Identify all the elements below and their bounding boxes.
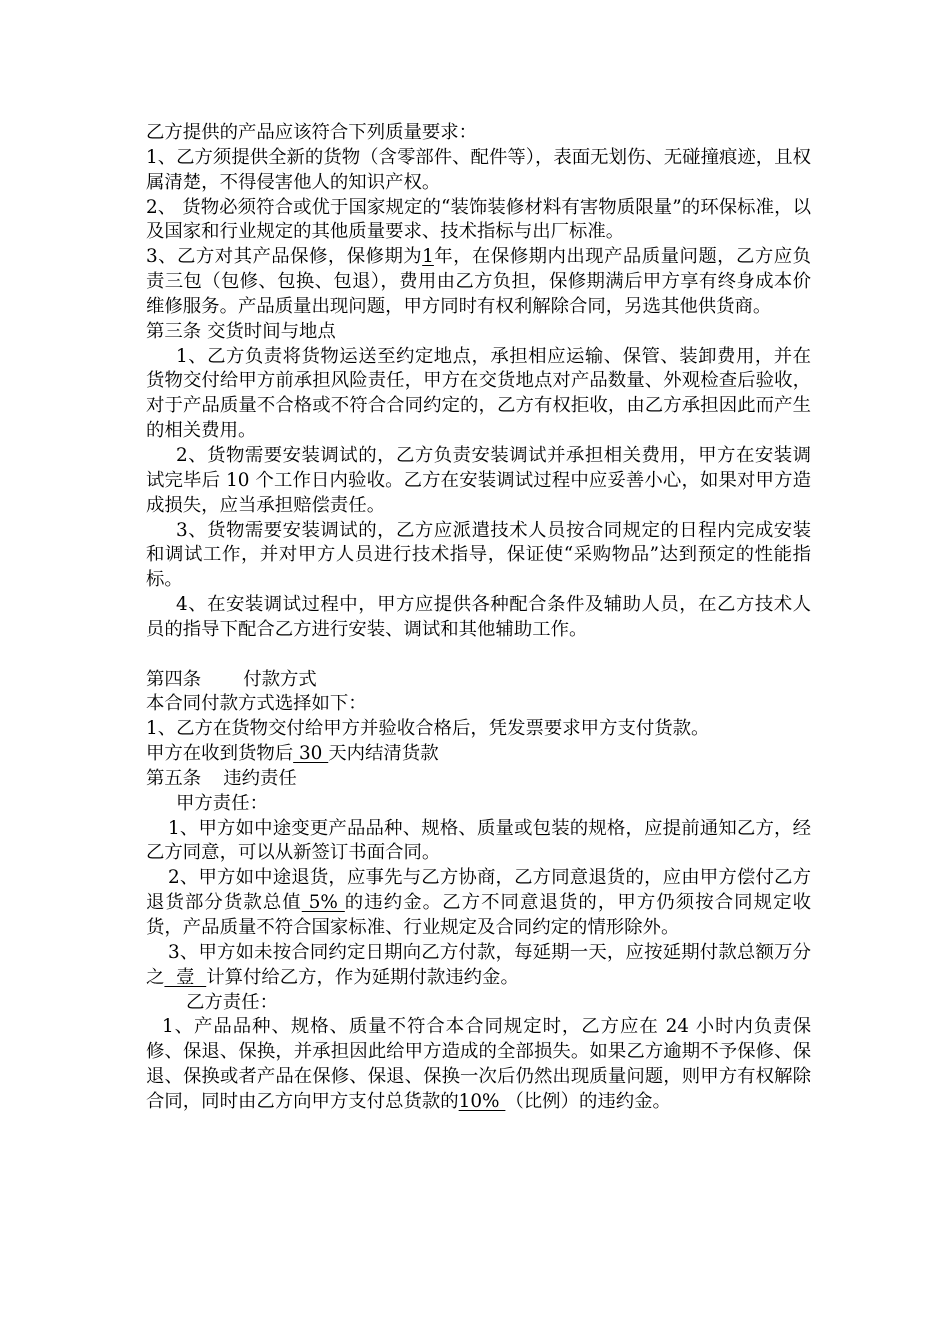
article-4-number: 第四条: [146, 668, 202, 690]
blank-line: [146, 643, 811, 668]
payment-days-pre: 甲方在收到货物后: [146, 743, 294, 765]
total-penalty-rate: 10%: [458, 1090, 506, 1112]
quality-item-1: 1、乙方须提供全新的货物（含零部件、配件等），表面无划伤、无碰撞痕迹，且权属清楚，不得侵害他人的知识产权。: [146, 146, 811, 193]
party-a-item-2: [146, 866, 811, 941]
payment-days-post: 天内结清货款: [328, 743, 439, 765]
party-a-item-1: 1、甲方如中途变更产品品种、规格、质量或包装的规格，应提前通知乙方，经乙方同意，可以从新签订书面合同。: [146, 817, 811, 864]
party-b-item-1-post: （比例）的违约金。: [505, 1090, 671, 1112]
article-3-item-3: 3、货物需要安装调试的，乙方应派遣技术人员按合同规定的日程内完成安装和调试工作，并对甲方人员进行技术指导，保证使“采购物品”达到预定的性能指标。: [146, 519, 811, 591]
party-a-item-3-pre: 3、甲方如未按合同约定日期向乙方付款，每延期一天，应按延期付款总额万分之: [146, 941, 811, 988]
article-5-title: [146, 767, 811, 792]
article-3-item-4: 4、在安装调试过程中，甲方应提供各种配合条件及辅助人员，在乙方技术人员的指导下配合乙方进行安装、调试和其他辅助工作。: [146, 594, 811, 640]
refund-penalty-rate: 5%: [301, 892, 345, 914]
party-a-heading: 甲方责任：: [176, 792, 268, 814]
quality-item-3-post: 年，在保修期内出现产品质量问题，乙方应负责三包（包修、包换、包退），费用由乙方负担，保修期满后甲方享有终身成本价维修服务。产品质量出现问题，甲方同时有权利解除合同，另选其他供货商。: [146, 246, 811, 317]
article-4-payment-days: [146, 742, 811, 767]
article-5-number: 第五条: [146, 767, 202, 789]
warranty-years: 1: [422, 246, 434, 268]
party-b-item-1: [146, 1015, 811, 1114]
article-4-title: [146, 668, 811, 693]
article-3-title: 第三条 交货时间与地点: [146, 320, 336, 342]
party-b-item-1-pre: 1、产品品种、规格、质量不符合本合同规定时，乙方应在 24 小时内负责保修、保退、保换，并承担因此给甲方造成的全部损失。如果乙方逾期不予保修、保退、保换或者产品在保修、保退、保换一次后仍然出现质量问题，则甲方有权解除合同，同时由乙方向甲方支付总货款的: [146, 1016, 811, 1112]
party-a-item-2-pre: 2、甲方如中途退货，应事先与乙方协商，乙方同意退货的，应由甲方偿付乙方退货部分货款总值: [146, 867, 811, 914]
quality-intro: 乙方提供的产品应该符合下列质量要求：: [146, 122, 478, 143]
contract-body: [146, 121, 811, 1115]
party-a-item-3: [146, 941, 811, 991]
late-payment-rate: 壹: [164, 966, 207, 988]
article-3-item-1: 1、乙方负责将货物运送至约定地点，承担相应运输、保管、装卸费用，并在货物交付给甲方前承担风险责任，甲方在交货地点对产品数量、外观检查后验收，对于产品质量不合格或不符合合同约定的，乙方有权拒收，由乙方承担因此而产生的相关费用。: [146, 345, 811, 442]
party-a-item-3-post: 计算付给乙方，作为延期付款违约金。: [206, 966, 519, 988]
article-4-item-1: 1、乙方在货物交付给甲方并验收合格后，凭发票要求甲方支付货款。: [146, 718, 710, 740]
payment-days-value: 30: [293, 743, 329, 765]
quality-item-3: [146, 245, 811, 320]
article-4-intro: 本合同付款方式选择如下：: [146, 693, 367, 715]
article-4-name: 付款方式: [243, 668, 317, 690]
party-a-item-2-post: 的违约金。乙方不同意退货的，甲方仍须按合同规定收货，产品质量不符合国家标准、行业规定及合同约定的情形除外。: [146, 892, 811, 938]
article-5-name: 违约责任: [223, 767, 297, 789]
party-b-heading: 乙方责任：: [186, 991, 278, 1013]
article-3-item-2: 2、货物需要安装调试的，乙方负责安装调试并承担相关费用，甲方在安装调试完毕后 10 个工作日内验收。乙方在安装调试过程中应妥善小心，如果对甲方造成损失，应当承担赔偿责任。: [146, 444, 811, 516]
quality-item-3-pre: 3、乙方对其产品保修，保修期为: [146, 246, 423, 268]
quality-item-2: 2、 货物必须符合或优于国家规定的“装饰装修材料有害物质限量”的环保标准，以及国家和行业规定的其他质量要求、技术指标与出厂标准。: [146, 196, 811, 243]
